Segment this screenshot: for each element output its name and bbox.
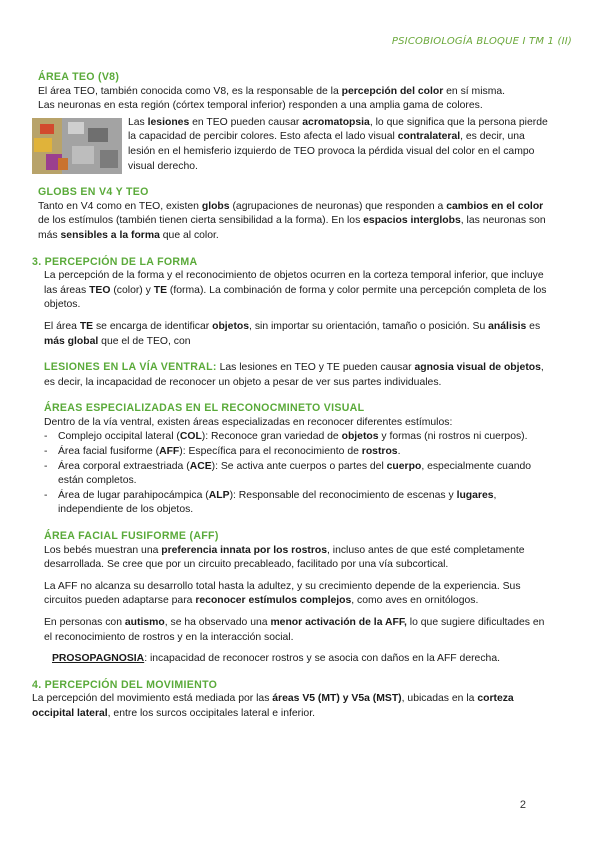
aff-paragraph-2: La AFF no alcanza su desarrollo total hasta la adultez, y su crecimiento depende de la experiencia. Sus circuitos pueden adaptarse para reconocer estímulos complejos, como aves en ornitólogos.	[44, 580, 521, 607]
movimiento-paragraph: La percepción del movimiento está mediada por las áreas V5 (MT) y V5a (MST), ubicadas en la corteza occipital lateral, entre los surcos occipitales lateral e inferior.	[32, 693, 514, 719]
teo-lesion-paragraph: Las lesiones en TEO pueden causar acromatopsia, lo que significa que la persona pierde la capacidad de percibir colores. Esto afecta el lado visual contralateral, es decir, una lesión en el hemisferio izquierdo de TEO provoca la pérdida visual del color en el campo visual derecho.	[128, 116, 548, 172]
list-item: - Área facial fusiforme (AFF): Específica para el reconocimiento de rostros.	[44, 445, 548, 460]
page-number: 2	[519, 799, 526, 811]
heading-percepcion-movimiento: 4. PERCEPCIÓN DEL MOVIMIENTO	[32, 678, 218, 691]
aff-paragraph-3: En personas con autismo, se ha observado una menor activación de la AFF, lo que sugiere dificultades en el reconocimiento de rostros y en la interacción social.	[44, 617, 545, 643]
heading-globs: GLOBS EN V4 Y TEO	[38, 186, 149, 199]
areas-intro: Dentro de la vía ventral, existen áreas especializadas en reconocer diferentes estímulos:	[44, 416, 453, 428]
list-item: - Área corporal extraestriada (ACE): Se activa ante cuerpos o partes del cuerpo, especialmente cuando están completos.	[44, 460, 548, 489]
heading-areas-especializadas: ÁREAS ESPECIALIZADAS EN EL RECONOCMINETO VISUAL	[44, 402, 365, 415]
lesiones-ventral-paragraph: LESIONES EN LA VÍA VENTRAL: Las lesiones en TEO y TE pueden causar agnosia visual de objetos, es decir, la incapacidad de reconocer un objeto a pesar de ver sus partes individuales.	[44, 361, 544, 388]
forma-paragraph-1: La percepción de la forma y el reconocimiento de objetos ocurren en la corteza temporal inferior, que incluye las áreas TEO (color) y TE (forma). La combinación de forma y color permite una percepción completa de los objetos.	[44, 270, 547, 311]
heading-percepcion-forma: 3. PERCEPCIÓN DE LA FORMA	[32, 255, 198, 268]
teo-paragraph-2: Las neuronas en esta región (córtex temporal inferior) responden a una amplia gama de colores.	[38, 100, 483, 112]
page-header: PSICOBIOLOGÍA BLOQUE I TM 1 (II)	[391, 36, 572, 47]
list-item: - Complejo occipital lateral (COL): Reconoce gran variedad de objetos y formas (ni rostros ni cuerpos).	[44, 430, 548, 445]
areas-list	[38, 430, 548, 518]
heading-area-teo: ÁREA TEO (V8)	[38, 71, 120, 83]
heading-aff: ÁREA FACIAL FUSIFORME (AFF)	[44, 530, 219, 543]
teo-paragraph-1: El área TEO, también conocida como V8, es la responsable de la percepción del color en sí misma.	[38, 85, 506, 97]
page-content	[32, 70, 548, 722]
prosopagnosia-definition: PROSOPAGNOSIA: incapacidad de reconocer rostros y se asocia con daños en la AFF derecha.	[52, 653, 500, 665]
color-scene-thumbnail	[32, 118, 122, 174]
globs-paragraph: Tanto en V4 como en TEO, existen globs (agrupaciones de neuronas) que responden a cambios en el color de los estímulos (también tienen cierta sensibilidad a la forma). En los espacios interglobs, las neuronas son más sensibles a la forma que al color.	[38, 200, 546, 241]
forma-paragraph-2: El área TE se encarga de identificar objetos, sin importar su orientación, tamaño o posición. Su análisis es más global que el de TEO, con	[44, 320, 541, 347]
list-item: - Área de lugar parahipocámpica (ALP): Responsable del reconocimiento de escenas y lugares, independiente de los objetos.	[44, 489, 548, 518]
aff-paragraph-1: Los bebés muestran una preferencia innata por los rostros, incluso antes de que esté completamente desarrollada. Se cree que por un circuito precableado, facilitado por una vía subcortical.	[44, 544, 525, 571]
